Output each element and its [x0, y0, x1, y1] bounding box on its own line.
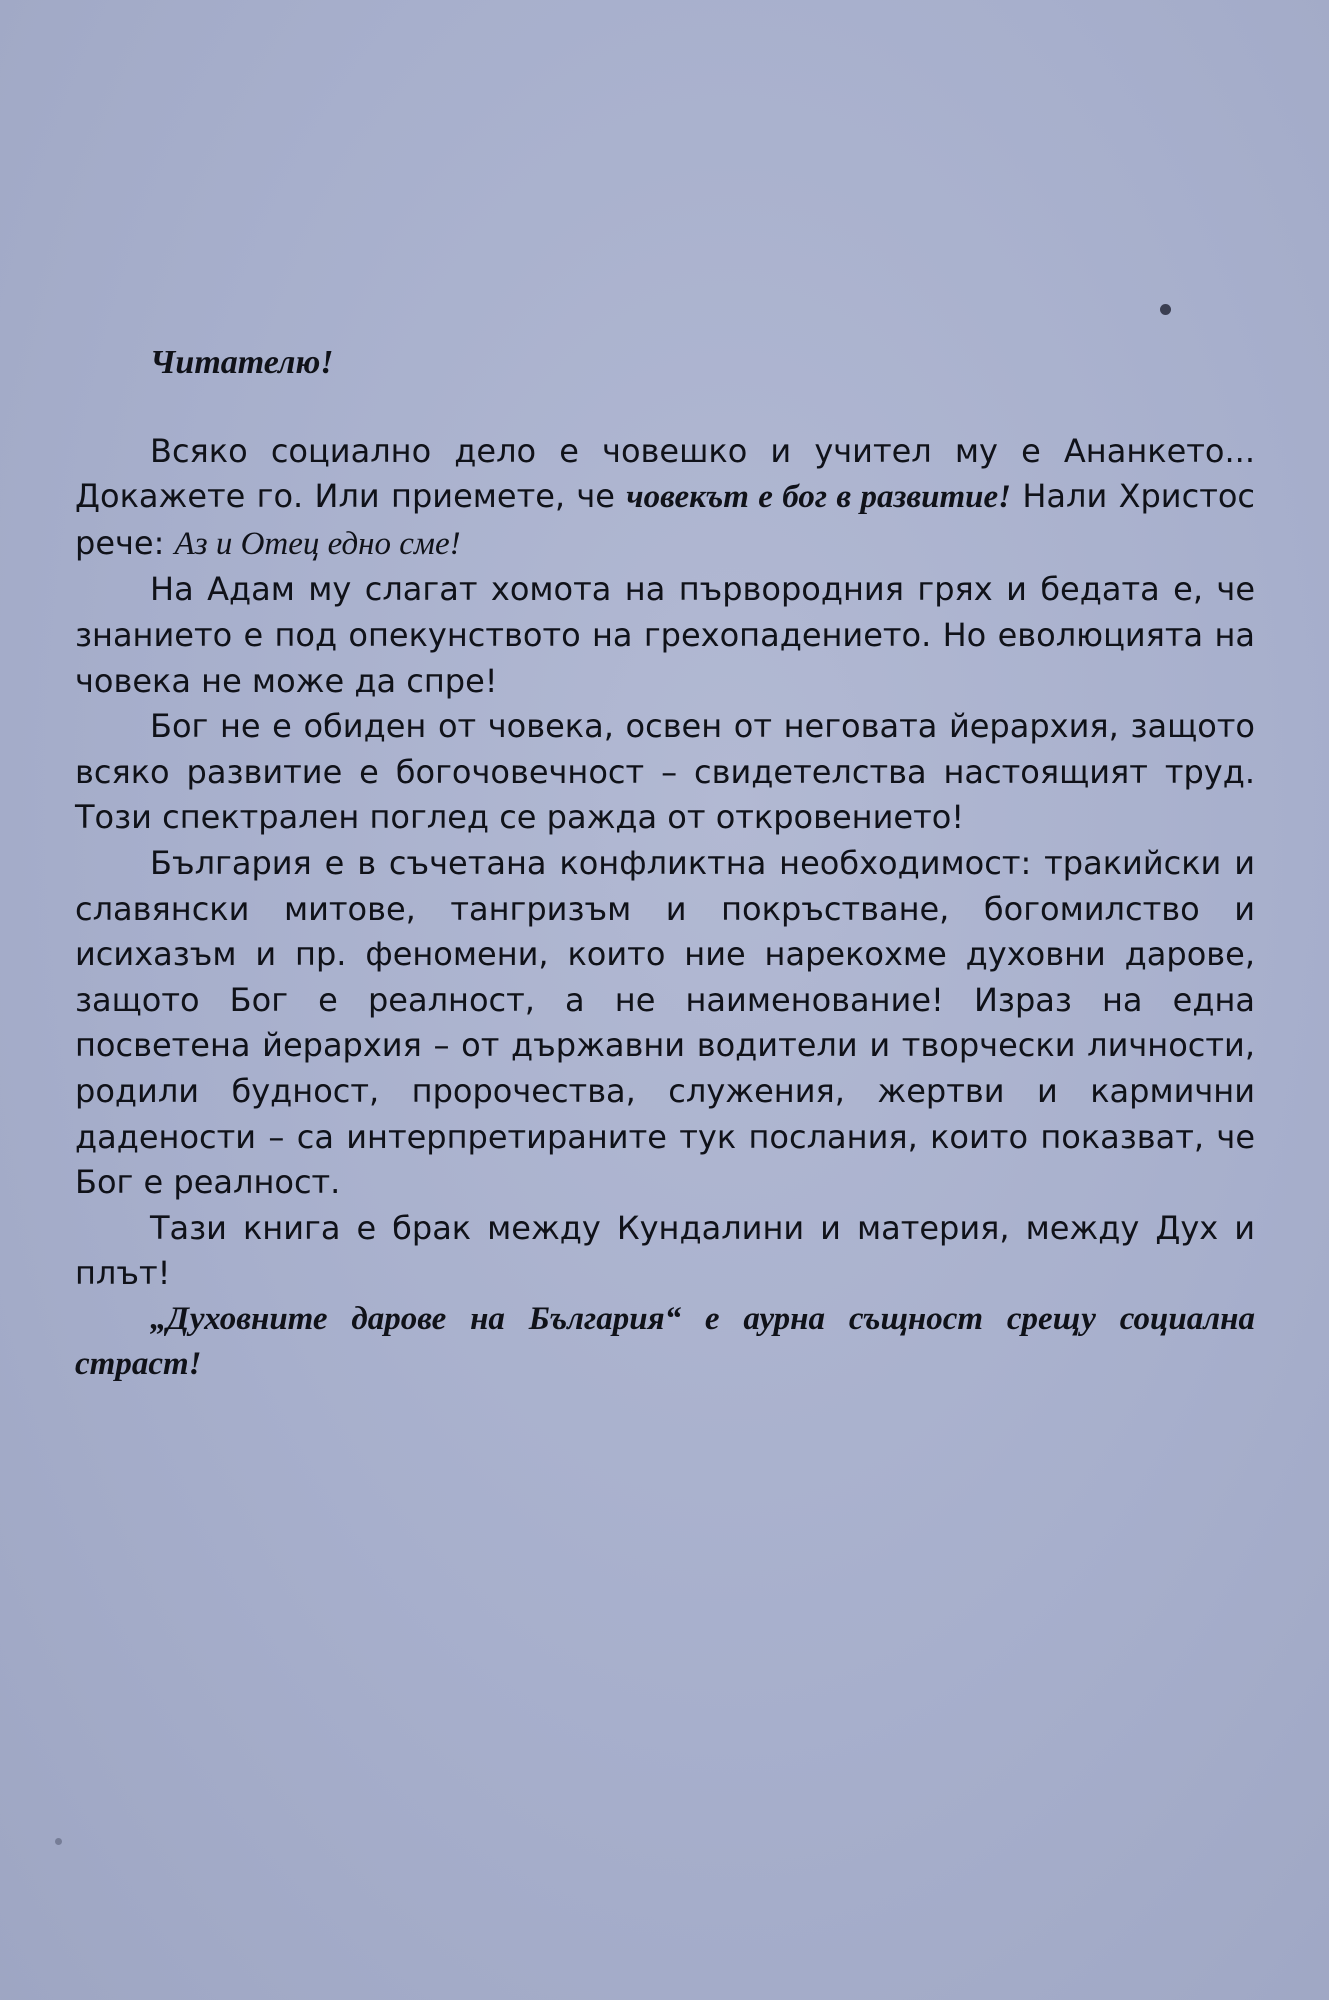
closing-statement: „Духовните дарове на България“ е аурна същност срещу социална страст!	[75, 1300, 1255, 1383]
paragraph-1-italic-quote: Аз и Отец едно сме!	[174, 525, 461, 562]
salutation: Читателю!	[150, 344, 334, 381]
paragraph-1-text: Всяко социално дело е човешко и учител му е Ананкето... Докажете го. Или приемете, че	[75, 431, 1255, 516]
paragraph-1	[75, 429, 1255, 568]
paragraph-3: Бог не е обиден от човека, освен от неговата йерархия, защото всяко развитие е богочовечност – свидетелства настоящият труд. Този спектрален поглед се ражда от откровението!	[75, 707, 1255, 837]
paragraph-1-text-continued: Нали Христос рече:	[75, 477, 1256, 562]
foreword-text	[75, 340, 1255, 1388]
paragraph-4: България е в съчетана конфликтна необходимост: тракийски и славянски митове, тангризъм и покръстване, богомилство и исихазъм и пр. феномени, които ние нарекохме духовни дарове, защото Бог е реалност, а не наименование! Израз на една посветена йерархия – от държавни водители и творчески личности, родили будност, пророчества, служения, жертви и кармични дадености – са интерпретираните тук послания, които показват, че Бог е реалност.	[75, 843, 1255, 1202]
paragraph-2: На Адам му слагат хомота на първородния грях и бедата е, че знанието е под опекунството на грехопадението. Но еволюцията на човека не може да спре!	[75, 570, 1255, 700]
paragraph-1-bold-emphasis: човекът е бог в развитие!	[626, 479, 1012, 516]
paragraph-5: Тази книга е брак между Кундалини и материя, между Дух и плът!	[75, 1208, 1255, 1293]
ink-speck	[55, 1838, 62, 1845]
ink-speck	[1160, 304, 1171, 315]
